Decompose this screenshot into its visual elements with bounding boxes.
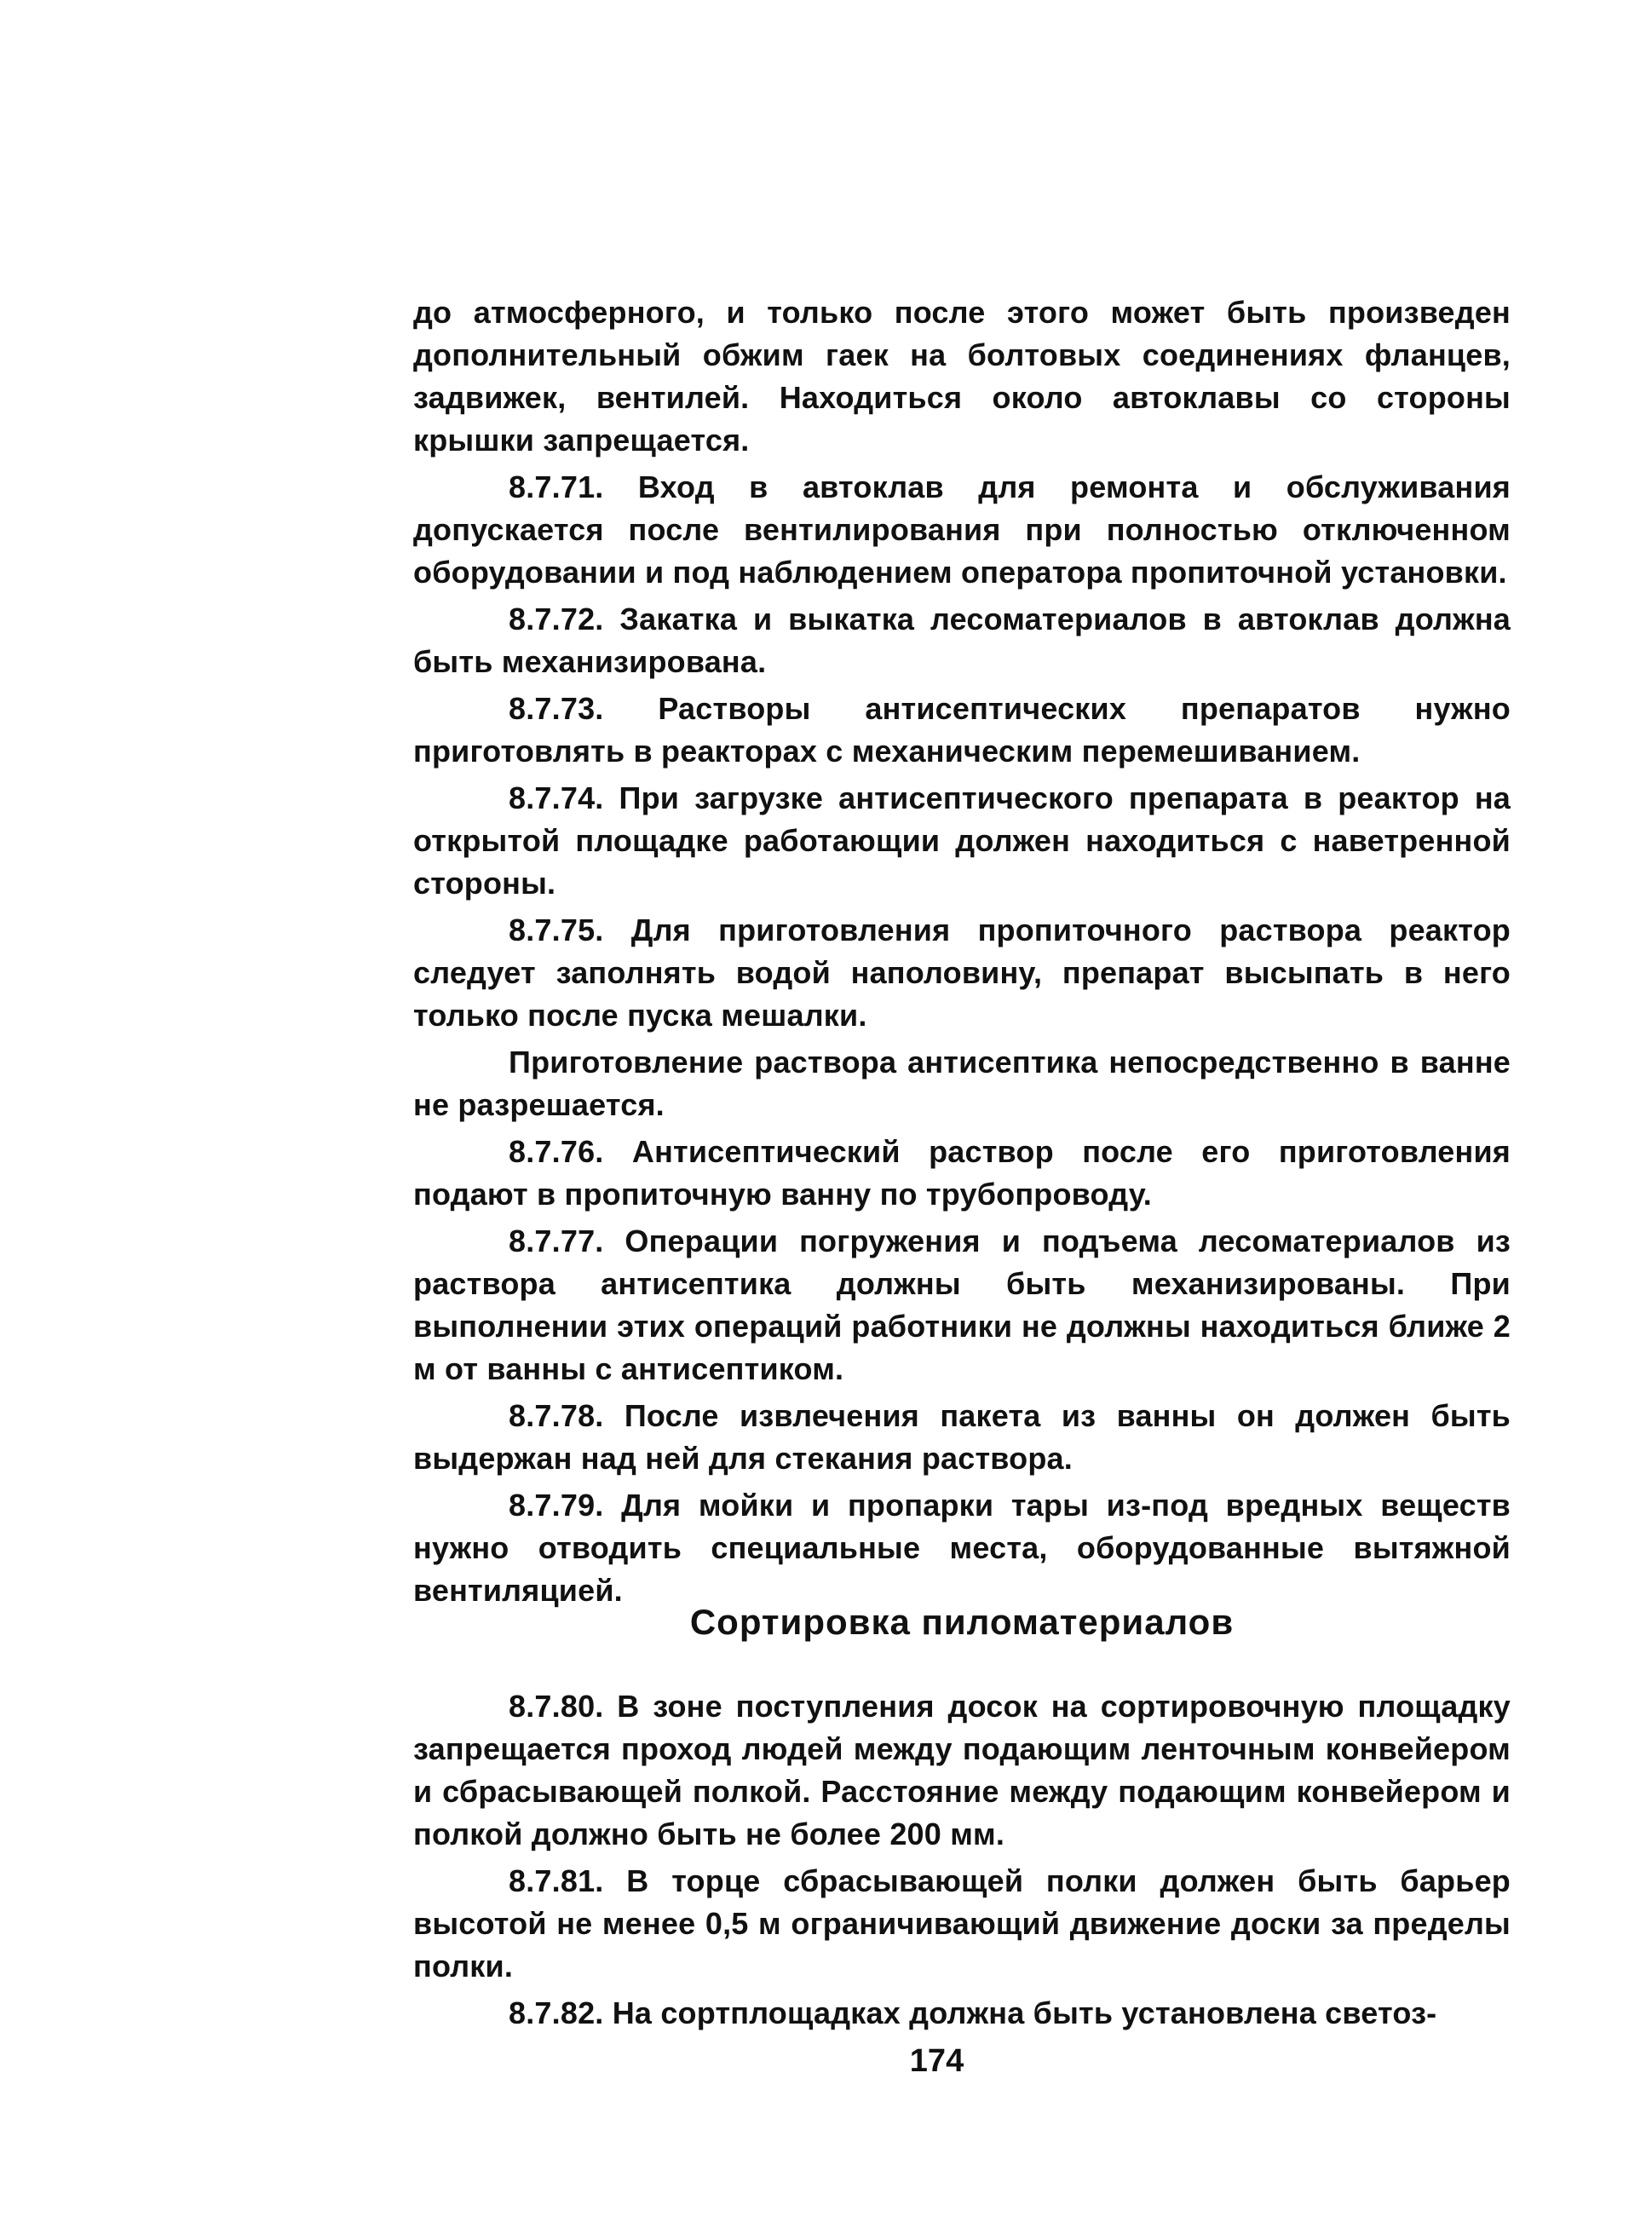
paragraph: 8.7.79. Для мойки и пропарки тары из-под вредных веществ нужно отводить специальные места, оборудованные вытяжной вентиляцией.: [413, 1488, 1511, 1608]
body-text-top: [413, 291, 1511, 1616]
paragraph: 8.7.73. Растворы антисептических препаратов нужно приготовлять в реакторах с механическим перемешиванием.: [413, 691, 1511, 769]
page-number: 174: [909, 2043, 964, 2079]
paragraph: 8.7.75. Для приготовления пропиточного раствора реактор следует заполнять водой наполовину, препарат высыпать в него только после пуска мешалки.: [413, 913, 1511, 1033]
paragraph: 8.7.74. При загрузке антисептического препарата в реактор на открытой площадке работающии должен находиться с наветренной стороны.: [413, 780, 1511, 901]
paragraph: 8.7.82. На сортплощадках должна быть установлена светоз-: [509, 1995, 1437, 2030]
paragraph: 8.7.72. Закатка и выкатка лесоматериалов в автоклав должна быть механизирована.: [413, 602, 1511, 679]
paragraph: 8.7.76. Антисептический раствор после его приготовления подают в пропиточную ванну по трубопроводу.: [413, 1134, 1511, 1212]
body-text-bottom: [413, 1685, 1511, 2039]
paragraph: 8.7.71. Вход в автоклав для ремонта и обслуживания допускается после вентилирования при полностью отключенном оборудовании и под наблюдением оператора пропиточной установки.: [413, 469, 1511, 590]
paragraph: 8.7.80. В зоне поступления досок на сортировочную площадку запрещается проход людей между подающим ленточным конвейером и сбрасывающей полкой. Расстояние между подающим конвейером и полкой должно быть не более 200 мм.: [413, 1689, 1511, 1851]
paragraph: 8.7.78. После извлечения пакета из ванны он должен быть выдержан над ней для стекания раствора.: [413, 1398, 1511, 1476]
section-heading: Сортировка пиломатериалов: [689, 1602, 1235, 1642]
paragraph: до атмосферного, и только после этого может быть произведен дополнительный обжим гаек на болтовых соединениях фланцев, задвижек, вентилей. Находиться около автоклавы со стороны крышки запрещается.: [413, 295, 1511, 458]
paragraph: 8.7.77. Операции погружения и подъема лесоматериалов из раствора антисептика должны быть механизированы. При выполнении этих операций работники не должны находиться ближе 2 м от ванны с антисептиком.: [413, 1224, 1511, 1386]
paragraph: 8.7.81. В торце сбрасывающей полки должен быть барьер высотой не менее 0,5 м ограничивающий движение доски за пределы полки.: [413, 1863, 1511, 1984]
paragraph: Приготовление раствора антисептика непосредственно в ванне не разрешается.: [413, 1045, 1511, 1122]
